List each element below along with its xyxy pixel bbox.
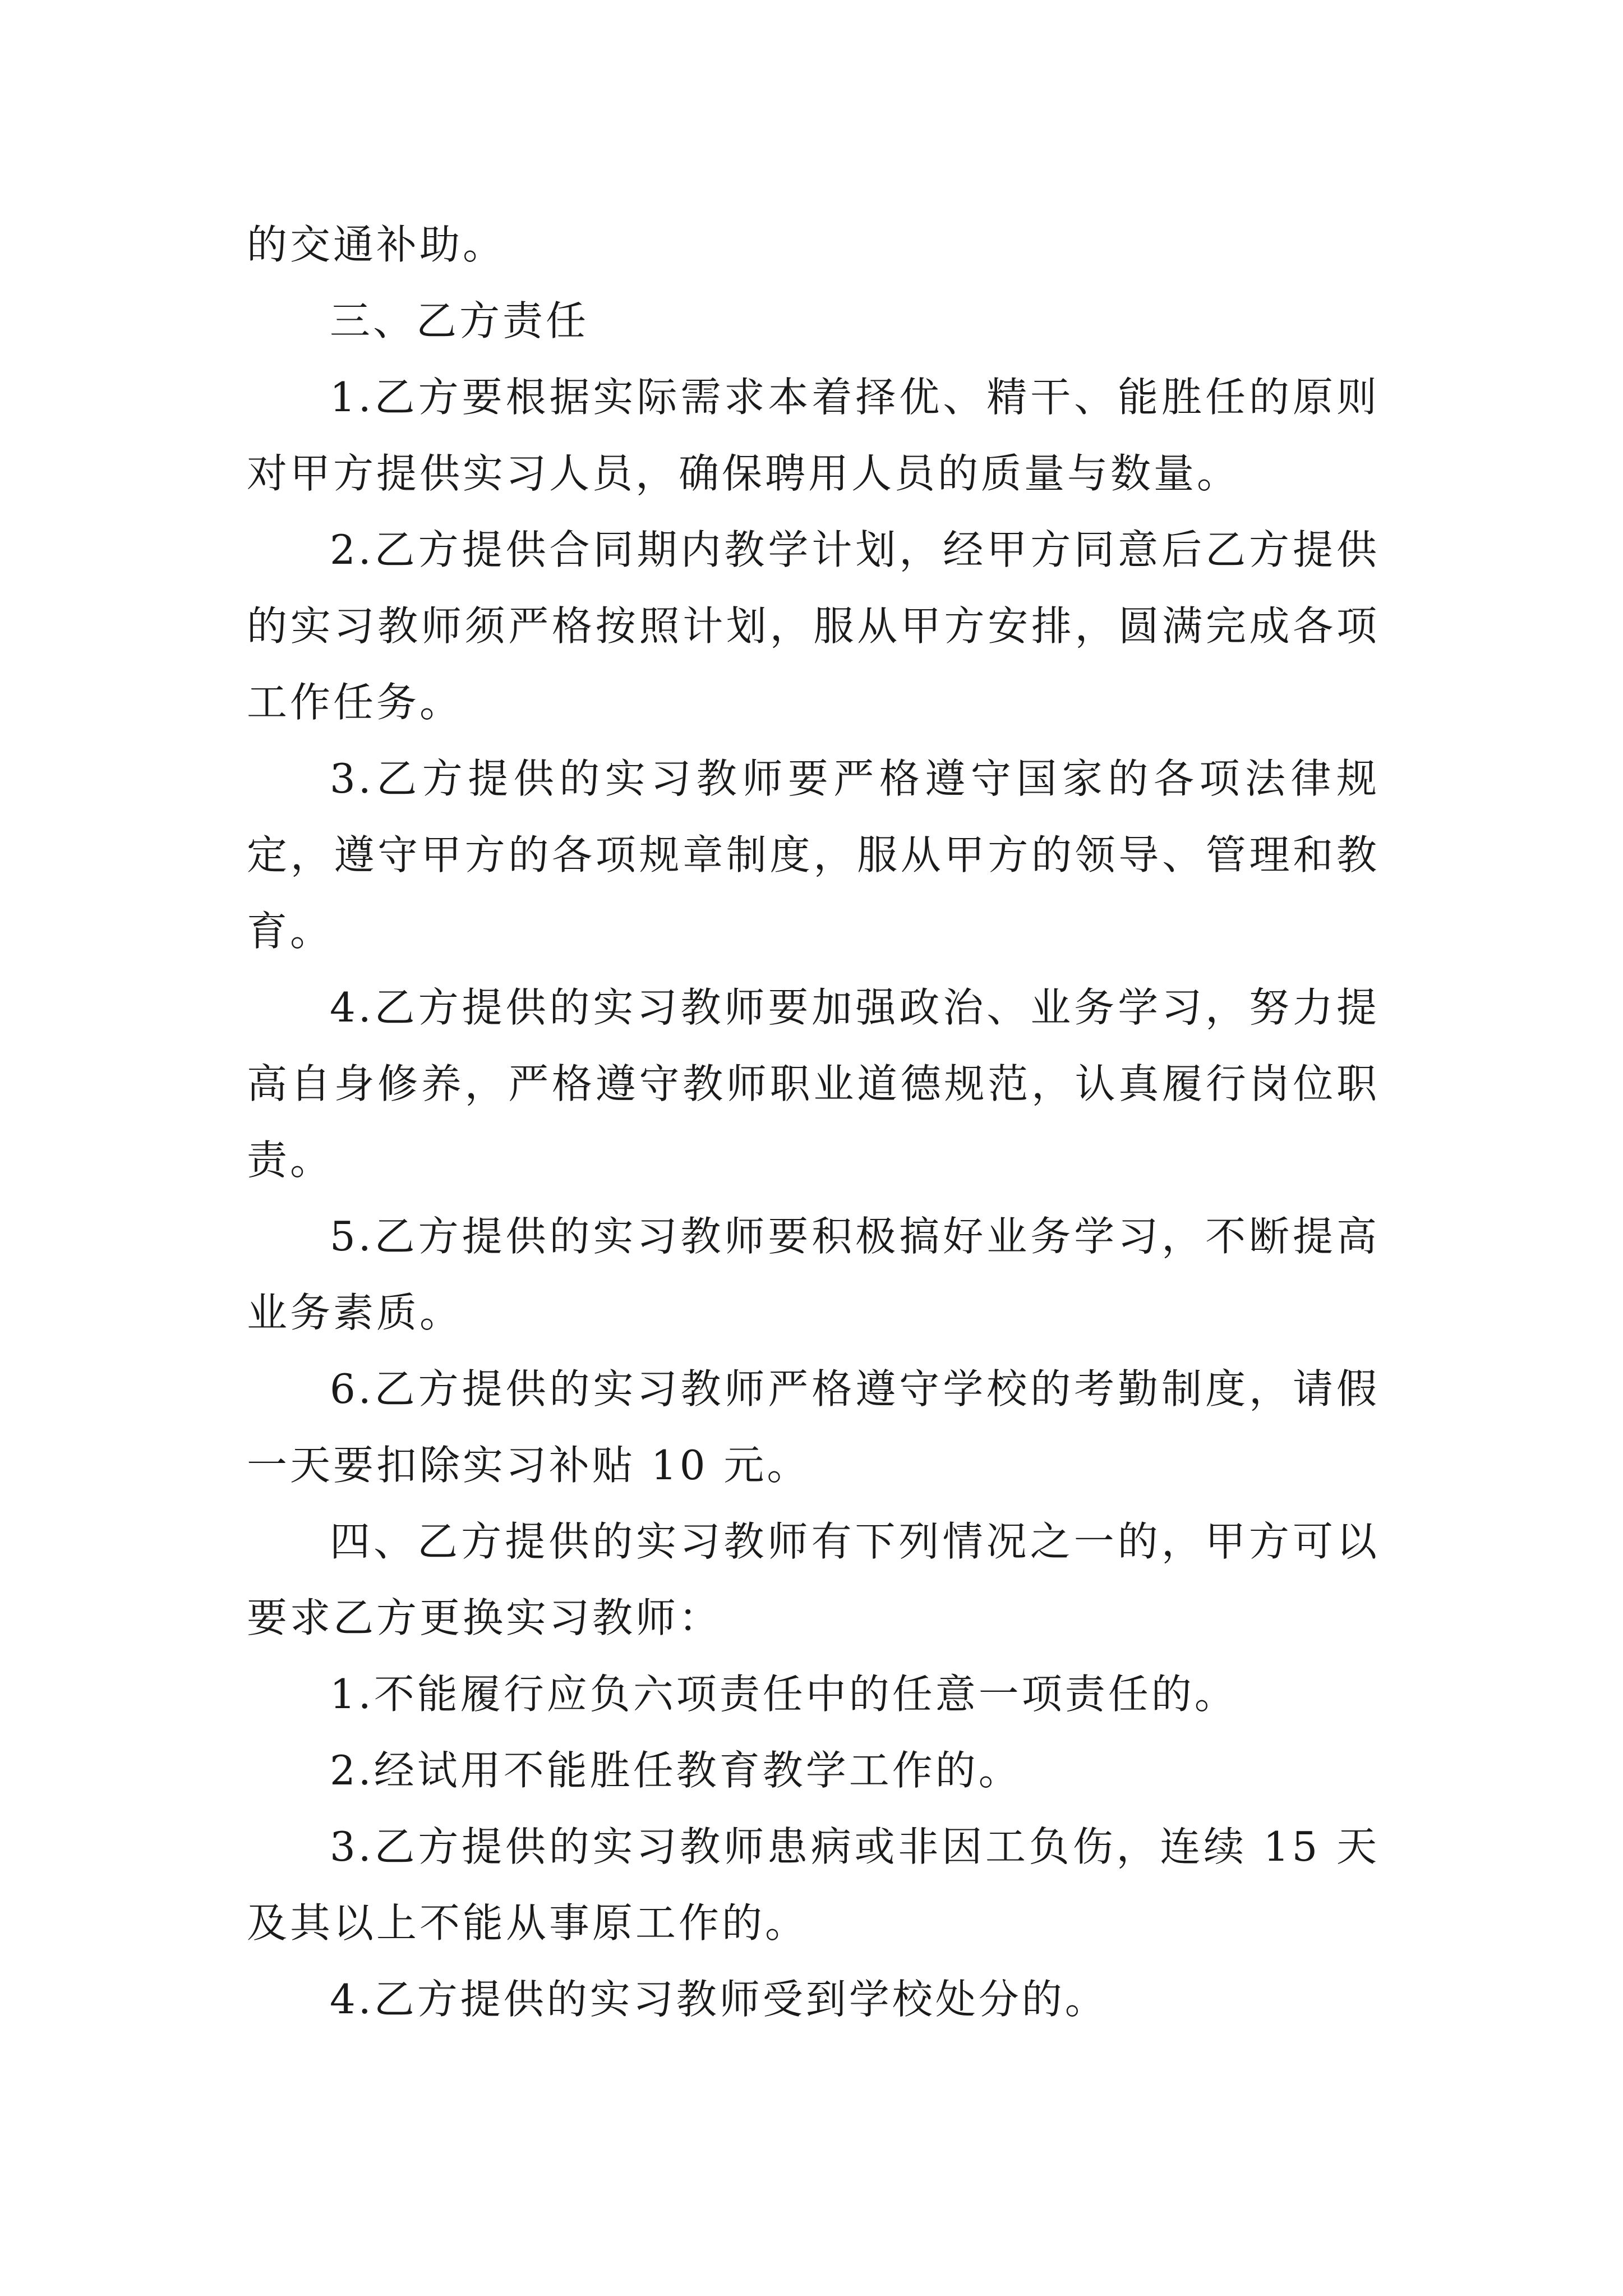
condition-2: 2.经试用不能胜任教育教学工作的。: [330, 1747, 1022, 1794]
condition-1: 1.不能履行应负六项责任中的任意一项责任的。: [330, 1671, 1238, 1718]
paragraph-transport-subsidy: 的交通补助。: [247, 221, 506, 268]
clause-b-5: 5.乙方提供的实习教师要积极搞好业务学习，不断提高业务素质。: [247, 1213, 1380, 1336]
heading-party-b-responsibility: 三、乙方责任: [330, 297, 589, 344]
clause-b-2: 2.乙方提供合同期内教学计划，经甲方同意后乙方提供的实习教师须严格按照计划，服从甲方安排，圆满完成各项工作任务。: [247, 526, 1380, 726]
condition-4: 4.乙方提供的实习教师受到学校处分的。: [330, 1976, 1108, 2023]
document-body: [247, 206, 1380, 2037]
clause-b-3: 3.乙方提供的实习教师要严格遵守国家的各项法律规定，遵守甲方的各项规章制度，服从甲方的领导、管理和教育。: [247, 755, 1380, 955]
heading-replacement-conditions: 四、乙方提供的实习教师有下列情况之一的，甲方可以要求乙方更换实习教师：: [247, 1518, 1380, 1641]
condition-3: 3.乙方提供的实习教师患病或非因工负伤，连续 15 天及其以上不能从事原工作的。: [247, 1823, 1380, 1947]
clause-b-1: 1.乙方要根据实际需求本着择优、精干、能胜任的原则对甲方提供实习人员，确保聘用人员的质量与数量。: [247, 374, 1380, 497]
clause-b-6: 6.乙方提供的实习教师严格遵守学校的考勤制度，请假一天要扣除实习补贴 10 元。: [247, 1365, 1380, 1489]
clause-b-4: 4.乙方提供的实习教师要加强政治、业务学习，努力提高自身修养，严格遵守教师职业道德规范，认真履行岗位职责。: [247, 984, 1380, 1184]
